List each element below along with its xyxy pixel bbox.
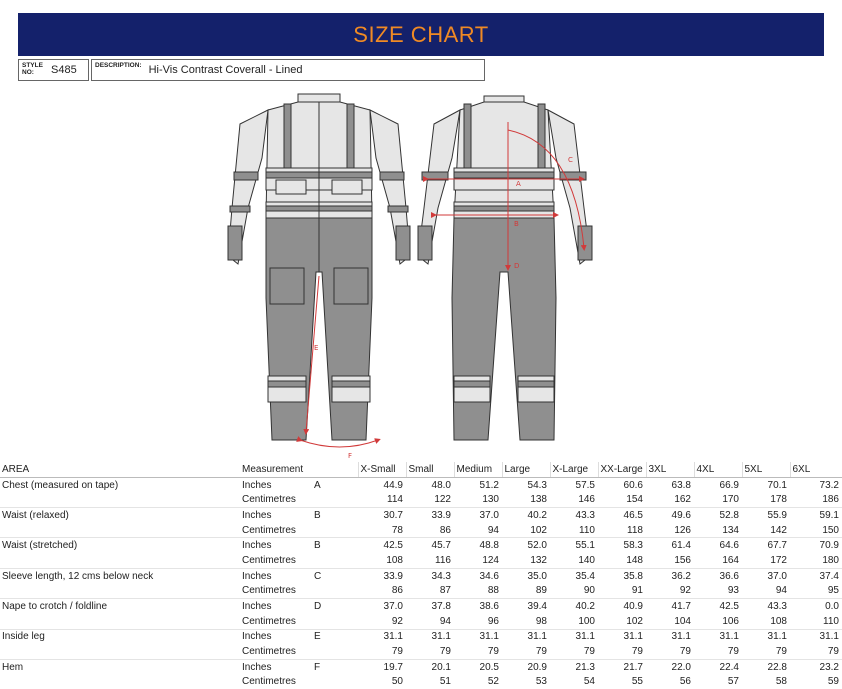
value-cell: 46.5 [598,508,646,523]
value-cell: 37.0 [454,508,502,523]
table-row [0,659,842,674]
value-cell: 100 [578,615,595,627]
unit-cell: Centimetres [242,494,296,506]
value-cell: 79 [439,646,451,658]
value-cell: 94 [487,524,499,536]
value-cell: 31.1 [694,629,742,644]
area-cell: Inside leg [0,629,240,644]
value-cell: 31.1 [502,629,550,644]
column-header: XX-Large [598,462,646,477]
column-header: Small [406,462,454,477]
value-cell: 79 [775,646,787,658]
unit-cell: Centimetres [242,646,296,658]
value-cell: 142 [770,524,787,536]
coverall-back-view [418,96,592,440]
value-cell: 35.4 [550,568,598,583]
value-cell: 22.8 [742,659,790,674]
table-row [0,477,842,492]
area-cell [0,614,240,629]
value-cell: 110 [579,524,595,536]
value-cell: 66.9 [694,477,742,492]
value-cell: 21.7 [598,659,646,674]
value-cell: 53 [535,676,547,688]
code-cell [312,553,358,568]
table-row [0,538,842,553]
value-cell: 50 [391,676,403,688]
value-cell: 52.8 [694,508,742,523]
value-cell: 54 [583,676,595,688]
value-cell: 102 [626,615,643,627]
area-cell: Chest (measured on tape) [0,477,240,492]
value-cell: 79 [631,646,643,658]
value-cell: 31.1 [406,629,454,644]
column-header: X-Large [550,462,598,477]
value-cell: 22.4 [694,659,742,674]
value-cell: 130 [482,494,499,506]
description-value: Hi-Vis Contrast Coverall - Lined [148,64,303,76]
label-b: B [514,220,519,228]
value-cell: 79 [583,646,595,658]
description-label: DESCRIPTION: [95,62,142,69]
value-cell: 79 [487,646,499,658]
unit-cell: Inches [240,599,312,614]
unit-cell: Inches [240,568,312,583]
area-cell [0,523,240,538]
value-cell: 48.0 [406,477,454,492]
value-cell: 186 [822,494,839,506]
value-cell: 0.0 [790,599,842,614]
value-cell: 138 [530,494,547,506]
style-number-box [18,59,89,81]
value-cell: 30.7 [358,508,406,523]
description-box [91,59,485,81]
value-cell: 59.1 [790,508,842,523]
code-cell: E [312,629,358,644]
value-cell: 94 [775,585,787,597]
value-cell: 79 [727,646,739,658]
code-cell: A [312,477,358,492]
value-cell: 79 [679,646,691,658]
value-cell: 36.2 [646,568,694,583]
value-cell: 108 [386,554,403,566]
column-header: Medium [454,462,502,477]
value-cell: 40.2 [550,599,598,614]
value-cell: 20.5 [454,659,502,674]
area-cell [0,492,240,507]
value-cell: 116 [435,554,451,566]
code-cell: C [312,568,358,583]
unit-cell: Centimetres [242,585,296,597]
value-cell: 95 [827,585,839,597]
code-cell [312,584,358,599]
area-cell [0,644,240,659]
code-cell: F [312,659,358,674]
value-cell: 79 [391,646,403,658]
value-cell: 180 [822,554,839,566]
value-cell: 90 [583,585,595,597]
value-cell: 54.3 [502,477,550,492]
area-cell: Sleeve length, 12 cms below neck [0,568,240,583]
value-cell: 37.0 [358,599,406,614]
table-row [0,553,842,568]
table-row [0,629,842,644]
value-cell: 134 [722,524,739,536]
value-cell: 23.2 [790,659,842,674]
code-cell: B [312,538,358,553]
value-cell: 37.8 [406,599,454,614]
unit-cell: Inches [240,477,312,492]
area-cell [0,675,240,689]
table-row [0,508,842,523]
value-cell: 45.7 [406,538,454,553]
value-cell: 70.9 [790,538,842,553]
value-cell: 52 [487,676,499,688]
area-cell [0,584,240,599]
value-cell: 55.9 [742,508,790,523]
table-row [0,675,842,689]
value-cell: 21.3 [550,659,598,674]
value-cell: 164 [722,554,739,566]
area-cell [0,553,240,568]
label-d: D [514,262,520,270]
value-cell: 89 [535,585,547,597]
value-cell: 73.2 [790,477,842,492]
value-cell: 49.6 [646,508,694,523]
value-cell: 124 [482,554,499,566]
value-cell: 150 [822,524,839,536]
value-cell: 31.1 [598,629,646,644]
area-cell: Waist (relaxed) [0,508,240,523]
table-row [0,584,842,599]
column-header [312,462,358,477]
value-cell: 104 [674,615,691,627]
code-cell [312,675,358,689]
value-cell: 178 [770,494,787,506]
value-cell: 36.6 [694,568,742,583]
value-cell: 64.6 [694,538,742,553]
value-cell: 48.8 [454,538,502,553]
column-header: X-Small [358,462,406,477]
value-cell: 38.6 [454,599,502,614]
value-cell: 172 [770,554,787,566]
code-cell [312,492,358,507]
value-cell: 102 [530,524,547,536]
value-cell: 87 [439,585,451,597]
value-cell: 20.9 [502,659,550,674]
value-cell: 51 [439,676,451,688]
value-cell: 44.9 [358,477,406,492]
table-header-row [0,462,842,477]
value-cell: 154 [626,494,643,506]
value-cell: 35.0 [502,568,550,583]
label-f: F [348,452,353,460]
column-header: 4XL [694,462,742,477]
value-cell: 79 [827,646,839,658]
value-cell: 126 [674,524,691,536]
value-cell: 60.6 [598,477,646,492]
column-header: Large [502,462,550,477]
value-cell: 55.1 [550,538,598,553]
column-header: 5XL [742,462,790,477]
value-cell: 94 [439,615,451,627]
value-cell: 34.3 [406,568,454,583]
value-cell: 41.7 [646,599,694,614]
unit-cell: Centimetres [242,524,296,536]
code-cell [312,644,358,659]
value-cell: 58 [775,676,787,688]
value-cell: 78 [391,524,403,536]
value-cell: 122 [434,494,451,506]
column-header: 3XL [646,462,694,477]
unit-cell: Centimetres [242,676,296,688]
code-cell: B [312,508,358,523]
area-cell: Nape to crotch / foldline [0,599,240,614]
value-cell: 86 [391,585,403,597]
value-cell: 88 [487,585,499,597]
value-cell: 140 [578,554,595,566]
value-cell: 148 [626,554,643,566]
value-cell: 92 [391,615,403,627]
style-number-value: S485 [51,64,77,76]
value-cell: 96 [487,615,499,627]
value-cell: 162 [674,494,691,506]
code-cell [312,523,358,538]
value-cell: 98 [535,615,547,627]
value-cell: 114 [387,494,403,506]
table-row [0,523,842,538]
code-cell: D [312,599,358,614]
page-title: SIZE CHART [353,21,489,47]
value-cell: 37.4 [790,568,842,583]
value-cell: 55 [631,676,643,688]
value-cell: 56 [679,676,691,688]
value-cell: 35.8 [598,568,646,583]
value-cell: 31.1 [358,629,406,644]
table-row [0,568,842,583]
value-cell: 59 [827,676,839,688]
value-cell: 118 [627,524,643,536]
table-row [0,614,842,629]
value-cell: 52.0 [502,538,550,553]
value-cell: 110 [823,615,839,627]
column-header: 6XL [790,462,842,477]
value-cell: 31.1 [550,629,598,644]
value-cell: 42.5 [358,538,406,553]
value-cell: 93 [727,585,739,597]
value-cell: 67.7 [742,538,790,553]
size-table [0,462,842,689]
label-a: A [516,180,521,188]
value-cell: 170 [722,494,739,506]
value-cell: 20.1 [406,659,454,674]
value-cell: 40.9 [598,599,646,614]
value-cell: 31.1 [454,629,502,644]
value-cell: 106 [722,615,739,627]
label-c: C [568,156,573,164]
style-number-label: STYLE NO: [22,62,43,76]
value-cell: 108 [770,615,787,627]
unit-cell: Inches [240,659,312,674]
table-row [0,492,842,507]
value-cell: 132 [530,554,547,566]
value-cell: 42.5 [694,599,742,614]
value-cell: 92 [679,585,691,597]
value-cell: 57.5 [550,477,598,492]
column-header: Measurement [240,462,312,477]
code-cell [312,614,358,629]
value-cell: 58.3 [598,538,646,553]
value-cell: 33.9 [406,508,454,523]
value-cell: 51.2 [454,477,502,492]
value-cell: 33.9 [358,568,406,583]
value-cell: 70.1 [742,477,790,492]
value-cell: 31.1 [742,629,790,644]
value-cell: 34.6 [454,568,502,583]
area-cell: Waist (stretched) [0,538,240,553]
value-cell: 86 [439,524,451,536]
area-cell: Hem [0,659,240,674]
table-row [0,599,842,614]
coverall-diagram [0,88,842,460]
value-cell: 39.4 [502,599,550,614]
value-cell: 31.1 [646,629,694,644]
unit-cell: Centimetres [242,554,296,566]
unit-cell: Centimetres [242,615,296,627]
value-cell: 43.3 [550,508,598,523]
value-cell: 19.7 [358,659,406,674]
value-cell: 63.8 [646,477,694,492]
value-cell: 91 [631,585,643,597]
value-cell: 43.3 [742,599,790,614]
value-cell: 79 [535,646,547,658]
value-cell: 22.0 [646,659,694,674]
value-cell: 156 [674,554,691,566]
value-cell: 146 [578,494,595,506]
unit-cell: Inches [240,508,312,523]
column-header: AREA [0,462,240,477]
unit-cell: Inches [240,629,312,644]
table-row [0,644,842,659]
value-cell: 57 [727,676,739,688]
value-cell: 40.2 [502,508,550,523]
value-cell: 31.1 [790,629,842,644]
value-cell: 61.4 [646,538,694,553]
value-cell: 37.0 [742,568,790,583]
unit-cell: Inches [240,538,312,553]
coverall-front-view [228,94,410,440]
size-chart-banner [18,13,824,56]
style-info-row [18,59,487,83]
label-e: E [314,344,319,352]
